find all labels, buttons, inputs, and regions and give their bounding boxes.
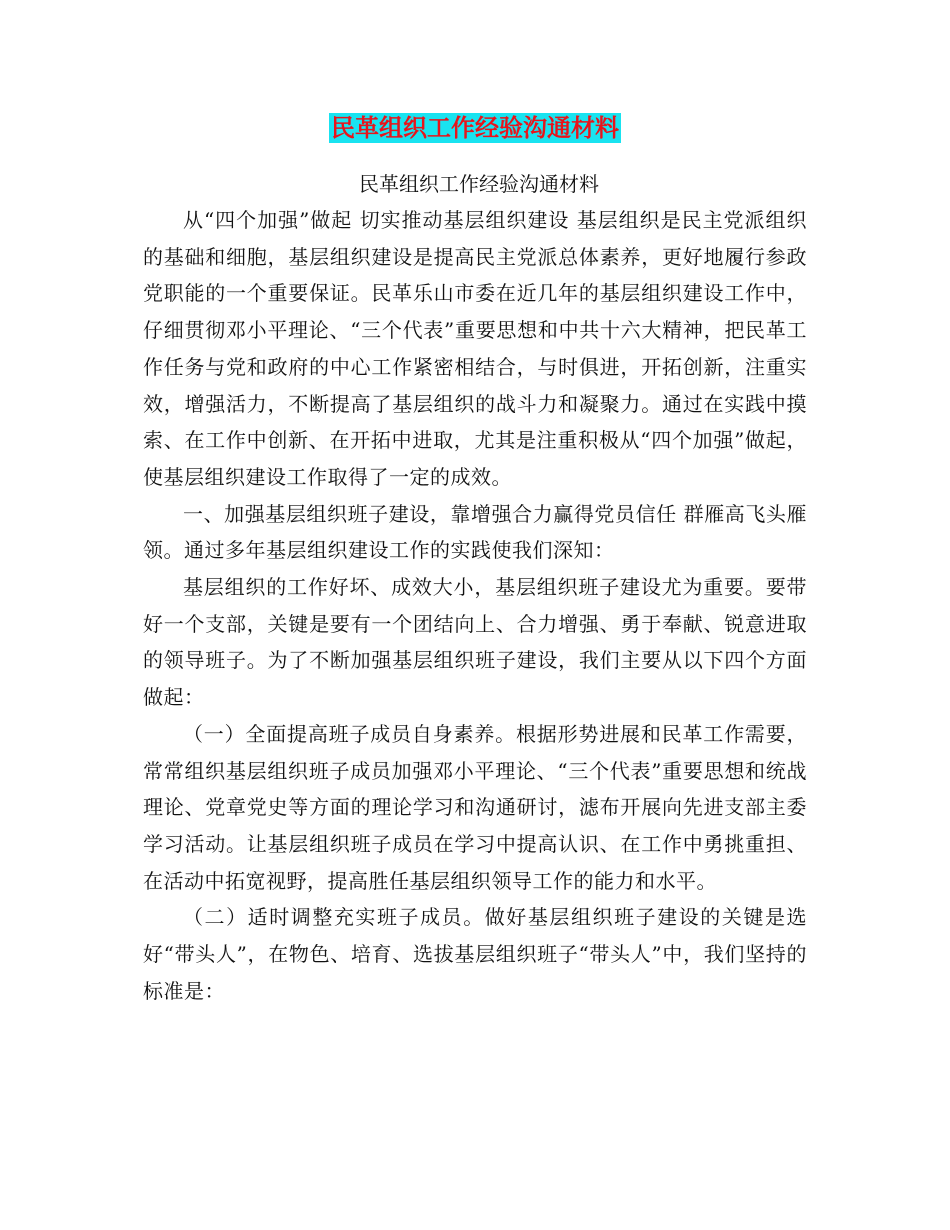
paragraph-section-one-detail: 基层组织的工作好坏、成效大小，基层组织班子建设尤为重要。要带好一个支部，关键是要有一个团结向上、合力增强、勇于奉献、锐意进取的领导班子。为了不断加强基层组织班子建设，我们主要从以下四个方面做起： (143, 575, 807, 710)
paragraph-item-one: （一）全面提高班子成员自身素养。根据形势进展和民革工作需要，常常组织基层组织班子成员加强邓小平理论、“三个代表”重要思想和统战理论、党章党史等方面的理论学习和沟通研讨，滤布开展向先进支部主委学习活动。让基层组织班子成员在学习中提高认识、在工作中勇挑重担、在活动中拓宽视野，提高胜任基层组织领导工作的能力和水平。 (143, 721, 807, 893)
document-title: 民革组织工作经验沟通材料 (331, 113, 619, 142)
document-body (143, 166, 807, 1009)
paragraph-intro: 从“四个加强”做起 切实推动基层组织建设 基层组织是民主党派组织的基础和细胞，基层组织建设是提高民主党派总体素养，更好地履行参政党职能的一个重要保证。民革乐山市委在近几年的基层组织建设工作中，仔细贯彻邓小平理论、“三个代表”重要思想和中共十六大精神，把民革工作任务与党和政府的中心工作紧密相结合，与时俱进，开拓创新，注重实效，增强活力，不断提高了基层组织的战斗力和凝聚力。通过在实践中摸索、在工作中创新、在开拓中进取，尤其是注重积极从“四个加强”做起，使基层组织建设工作取得了一定的成效。 (143, 208, 807, 489)
title-container (0, 113, 950, 143)
paragraph-section-one: 一、加强基层组织班子建设，靠增强合力赢得党员信任 群雁高飞头雁领。通过多年基层组织建设工作的实践使我们深知： (143, 501, 807, 563)
document-subtitle: 民革组织工作经验沟通材料 (359, 172, 599, 196)
paragraph-item-two: （二）适时调整充实班子成员。做好基层组织班子建设的关键是选好“带头人”，在物色、培育、选拔基层组织班子“带头人”中，我们坚持的标准是： (143, 905, 807, 1003)
